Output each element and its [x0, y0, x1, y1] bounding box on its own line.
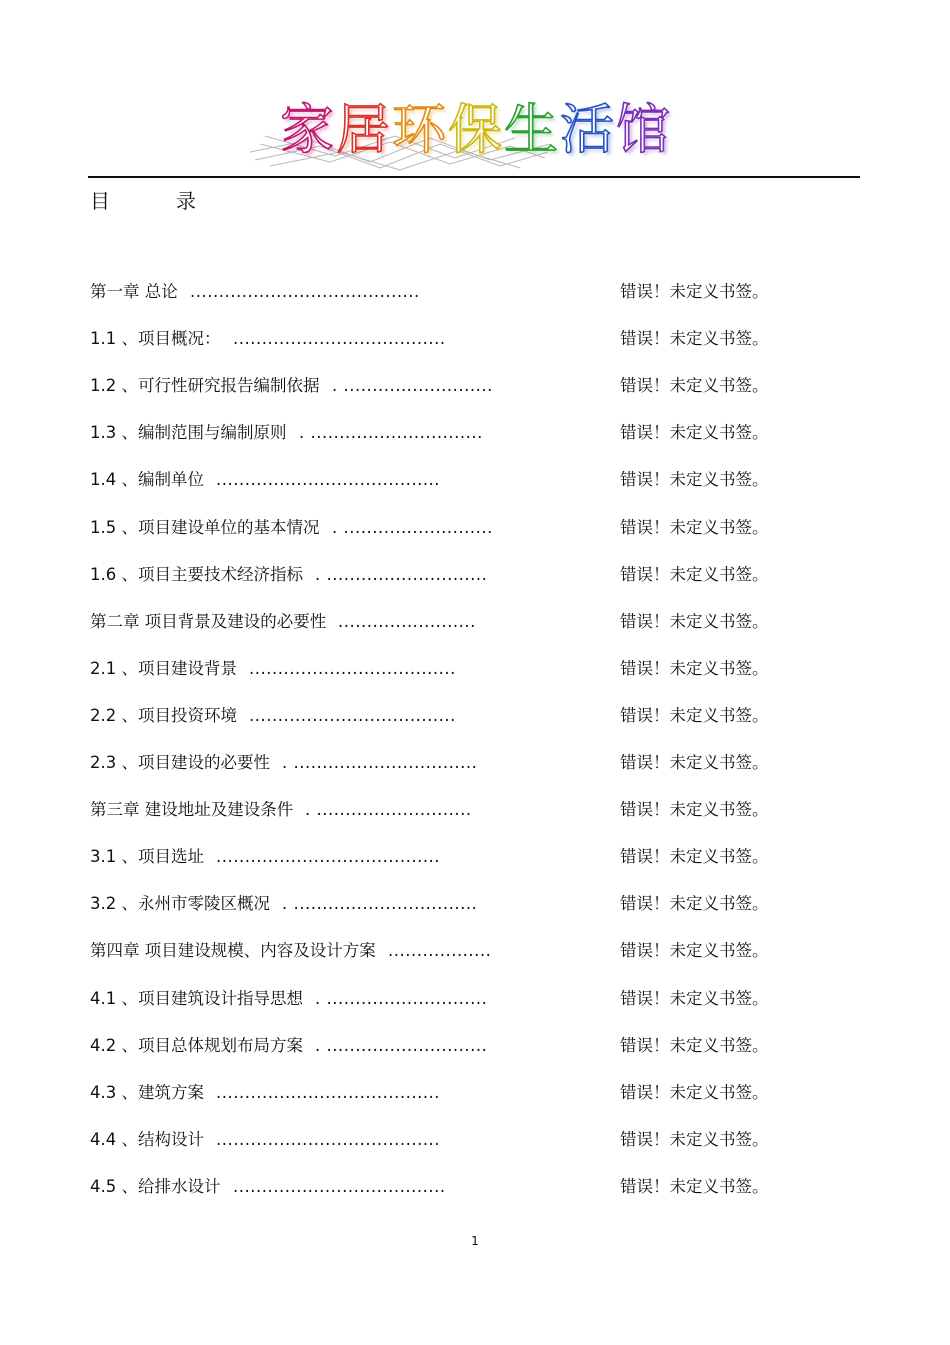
toc-entry[interactable]: [90, 373, 810, 399]
toc-entry-label: 4.1 、项目建筑设计指导思想: [90, 989, 303, 1008]
brand-char: 生: [504, 98, 560, 161]
toc-entry-page-ref: 错误！未定义书签。: [620, 989, 769, 1008]
toc-entry-page-ref: 错误！未定义书签。: [620, 706, 769, 725]
toc-entry-label: 4.4 、结构设计: [90, 1130, 204, 1149]
toc-entry[interactable]: [90, 562, 810, 588]
toc-entry-leader: . ..........................: [332, 376, 493, 395]
toc-entry-leader: ........................: [338, 612, 476, 631]
toc-entry[interactable]: [90, 279, 810, 305]
toc-entry-leader: .......................................: [216, 1130, 441, 1149]
toc-entry[interactable]: [90, 1174, 810, 1200]
toc-entry[interactable]: [90, 1127, 810, 1153]
toc-entry[interactable]: [90, 1080, 810, 1106]
toc-entry[interactable]: [90, 844, 810, 870]
toc-entry[interactable]: [90, 986, 810, 1012]
toc-entry[interactable]: [90, 515, 810, 541]
toc-entry[interactable]: [90, 656, 810, 682]
toc-entry[interactable]: [90, 326, 810, 352]
toc-entry-page-ref: 错误！未定义书签。: [620, 894, 769, 913]
toc-entry-leader: . ................................: [282, 753, 478, 772]
toc-entry-page-ref: 错误！未定义书签。: [620, 329, 769, 348]
toc-entry-page-ref: 错误！未定义书签。: [620, 470, 769, 489]
toc-entry-page-ref: 错误！未定义书签。: [620, 941, 769, 960]
toc-entry-leader: . ............................: [315, 565, 488, 584]
toc-entry-label: 1.4 、编制单位: [90, 470, 204, 489]
toc-entry-label: 1.3 、编制范围与编制原则: [90, 423, 287, 442]
toc-entry-label: 1.2 、可行性研究报告编制依据: [90, 376, 320, 395]
toc-entry-page-ref: 错误！未定义书签。: [620, 282, 769, 301]
toc-entry-label: 1.5 、项目建设单位的基本情况: [90, 518, 320, 537]
toc-entry[interactable]: [90, 467, 810, 493]
brand-char: 活: [560, 98, 616, 161]
toc-entry-page-ref: 错误！未定义书签。: [620, 376, 769, 395]
toc-entry[interactable]: [90, 609, 810, 635]
toc-entry-label: 2.1 、项目建设背景: [90, 659, 237, 678]
toc-entry-page-ref: 错误！未定义书签。: [620, 659, 769, 678]
toc-entry-label: 1.1 、项目概况：: [90, 329, 221, 348]
toc-entry-leader: ....................................: [249, 659, 456, 678]
toc-entry-page-ref: 错误！未定义书签。: [620, 1130, 769, 1149]
toc-entry-page-ref: 错误！未定义书签。: [620, 565, 769, 584]
toc-entry[interactable]: [90, 703, 810, 729]
toc-entry[interactable]: [90, 797, 810, 823]
toc-entry-leader: . ................................: [282, 894, 478, 913]
toc-entry-leader: ..................: [388, 941, 492, 960]
brand-char: 馆: [616, 98, 672, 161]
toc-entry[interactable]: [90, 938, 810, 964]
toc-entry-label: 3.1 、项目选址: [90, 847, 204, 866]
toc-entry-leader: .......................................: [216, 1083, 441, 1102]
toc-entry-page-ref: 错误！未定义书签。: [620, 1036, 769, 1055]
toc-entry-page-ref: 错误！未定义书签。: [620, 1177, 769, 1196]
toc-entry-page-ref: 错误！未定义书签。: [620, 518, 769, 537]
toc-entry-label: 第一章 总论: [90, 282, 178, 301]
page-number: 1: [471, 1234, 479, 1248]
toc-entry-leader: .....................................: [233, 1177, 446, 1196]
toc-entry-leader: .......................................: [216, 847, 441, 866]
toc-entry-leader: ....................................: [249, 706, 456, 725]
toc-entry[interactable]: [90, 1033, 810, 1059]
toc-entry-label: 1.6 、项目主要技术经济指标: [90, 565, 303, 584]
toc-entry-leader: . ............................: [315, 1036, 488, 1055]
toc-entry-page-ref: 错误！未定义书签。: [620, 1083, 769, 1102]
brand-char: 家: [280, 98, 336, 161]
toc-entry-leader: . ..........................: [332, 518, 493, 537]
toc-entry-page-ref: 错误！未定义书签。: [620, 847, 769, 866]
brand-char: 环: [392, 98, 448, 161]
toc-heading-char: 目: [90, 189, 110, 213]
toc-entry-leader: .....................................: [233, 329, 446, 348]
toc-entry-label: 4.3 、建筑方案: [90, 1083, 204, 1102]
toc-entry-leader: . ............................: [315, 989, 488, 1008]
toc-entry-label: 第四章 项目建设规模、内容及设计方案: [90, 941, 376, 960]
toc-entry-label: 4.5 、给排水设计: [90, 1177, 221, 1196]
toc-entry[interactable]: [90, 750, 810, 776]
toc-entry-label: 2.3 、项目建设的必要性: [90, 753, 270, 772]
toc-heading-char: 录: [176, 189, 196, 213]
toc-entry-label: 第三章 建设地址及建设条件: [90, 800, 294, 819]
toc-entry-leader: . ...........................: [305, 800, 472, 819]
brand-char: 居: [336, 98, 392, 161]
toc-entry-page-ref: 错误！未定义书签。: [620, 423, 769, 442]
toc-entry[interactable]: [90, 420, 810, 446]
brand-char: 保: [448, 98, 504, 161]
toc-entry-leader: . ..............................: [299, 423, 483, 442]
toc-entry-leader: .......................................: [216, 470, 441, 489]
toc-entry[interactable]: [90, 891, 810, 917]
toc-entry-page-ref: 错误！未定义书签。: [620, 753, 769, 772]
toc-entry-label: 4.2 、项目总体规划布局方案: [90, 1036, 303, 1055]
toc-entry-label: 2.2 、项目投资环境: [90, 706, 237, 725]
toc-entry-page-ref: 错误！未定义书签。: [620, 800, 769, 819]
toc-entry-label: 3.2 、永州市零陵区概况: [90, 894, 270, 913]
toc-entry-page-ref: 错误！未定义书签。: [620, 612, 769, 631]
toc-entry-label: 第二章 项目背景及建设的必要性: [90, 612, 327, 631]
toc-entry-leader: ........................................: [190, 282, 420, 301]
